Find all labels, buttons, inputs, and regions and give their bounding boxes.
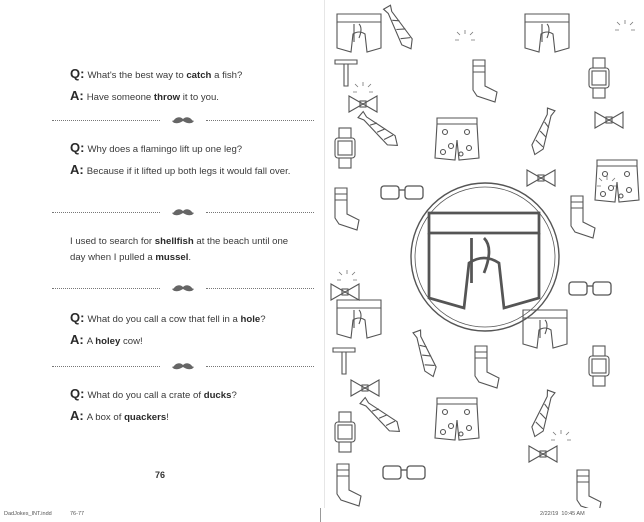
illustration-page (324, 0, 644, 510)
mustache-icon (172, 116, 194, 125)
answer-text: A holey cow! (86, 336, 143, 347)
slug-filename: DadJokes_INT.indd (4, 511, 52, 517)
joke-5 (70, 386, 306, 426)
q-label: Q: (70, 140, 85, 155)
joke-2 (70, 140, 306, 180)
a-label: A: (70, 408, 84, 423)
joke-4 (70, 310, 306, 350)
mustache-divider (52, 208, 314, 218)
mustache-divider (52, 116, 314, 126)
answer-line (70, 162, 306, 180)
q-label: Q: (70, 66, 85, 81)
page-number: 76 (155, 470, 166, 480)
question-line (70, 66, 306, 84)
slug-timestamp: 2/22/19 10:45 AM (540, 511, 585, 517)
slug-pages: 76-77 (70, 511, 85, 517)
question-line (70, 386, 306, 404)
mustache-icon (172, 284, 194, 293)
a-label: A: (70, 88, 84, 103)
statement-text: I used to search for shellfish at the beach until one day when I pulled a mussel. (70, 236, 289, 263)
question-text: What's the best way to catch a fish? (87, 70, 243, 81)
left-page (0, 0, 322, 510)
joke-1 (70, 66, 306, 106)
mustache-icon (172, 208, 194, 217)
question-text: What do you call a crate of ducks? (87, 390, 237, 401)
answer-line (70, 332, 306, 350)
question-text: Why does a flamingo lift up one leg? (87, 144, 243, 155)
crop-mark (320, 508, 321, 522)
question-text: What do you call a cow that fell in a hole? (87, 314, 266, 325)
answer-text: A box of quackers! (86, 412, 169, 423)
answer-line (70, 88, 306, 106)
q-label: Q: (70, 386, 85, 401)
joke-3 (70, 234, 306, 266)
answer-line (70, 408, 306, 426)
question-line (70, 140, 306, 158)
a-label: A: (70, 332, 84, 347)
answer-text: Because if it lifted up both legs it would fall over. (86, 166, 291, 177)
mens-accessories-pattern (325, 0, 644, 510)
print-slug (0, 508, 644, 522)
question-line (70, 310, 306, 328)
q-label: Q: (70, 310, 85, 325)
answer-text: Have someone throw it to you. (86, 92, 219, 103)
mustache-icon (172, 362, 194, 371)
mustache-divider (52, 284, 314, 294)
a-label: A: (70, 162, 84, 177)
mustache-divider (52, 362, 314, 372)
